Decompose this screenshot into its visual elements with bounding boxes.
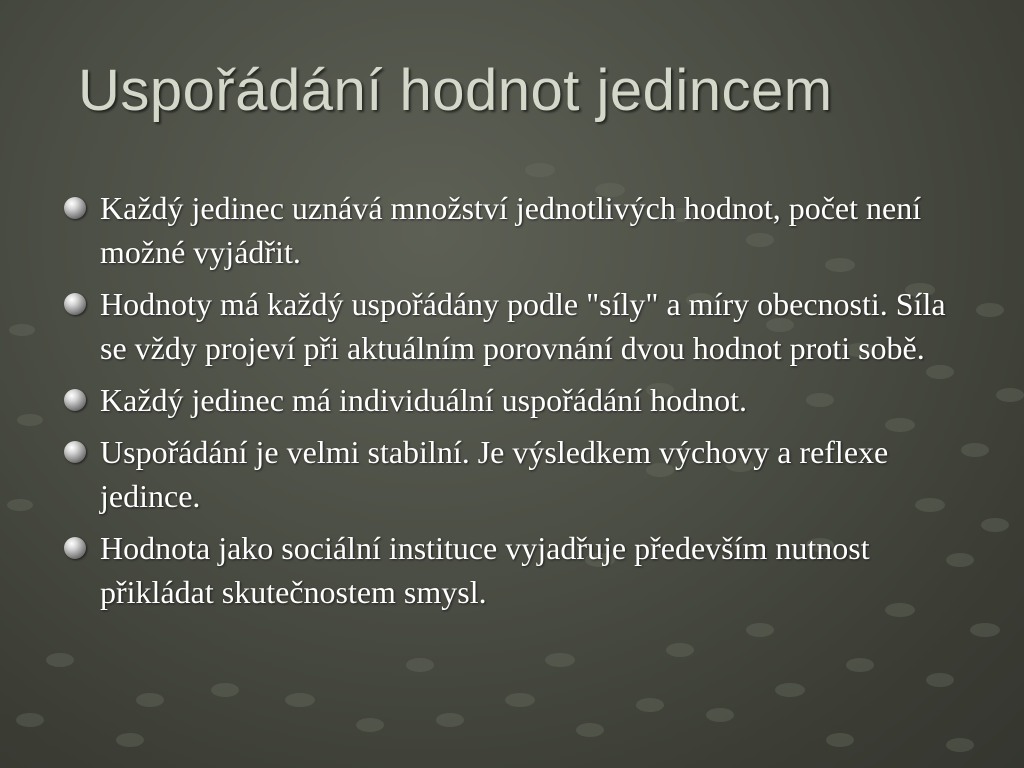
- bullet-text: Každý jedinec uznává množství jednotlivých hodnot, počet není možné vyjádřit.: [100, 190, 922, 270]
- sphere-bullet-icon: [64, 293, 86, 315]
- sphere-bullet-icon: [64, 197, 86, 219]
- bullet-item: [64, 186, 974, 274]
- bullet-text: Hodnota jako sociální instituce vyjadřuje především nutnost přikládat skutečnostem smysl.: [100, 530, 870, 610]
- sphere-bullet-icon: [64, 537, 86, 559]
- bullet-text: Uspořádání je velmi stabilní. Je výsledkem výchovy a reflexe jedince.: [100, 434, 889, 514]
- bullet-item: [64, 378, 974, 422]
- sphere-bullet-icon: [64, 441, 86, 463]
- sphere-bullet-icon: [64, 389, 86, 411]
- bullet-text: Hodnoty má každý uspořádány podle "síly" a míry obecnosti. Síla se vždy projeví při aktuálním porovnání dvou hodnot proti sobě.: [100, 286, 946, 366]
- slide-title: Uspořádání hodnot jedincem: [78, 58, 833, 123]
- bullet-item: [64, 526, 974, 614]
- bullet-item: [64, 282, 974, 370]
- bullet-text: Každý jedinec má individuální uspořádání hodnot.: [100, 382, 747, 418]
- bullet-item: [64, 430, 974, 518]
- bullet-list: [64, 186, 974, 622]
